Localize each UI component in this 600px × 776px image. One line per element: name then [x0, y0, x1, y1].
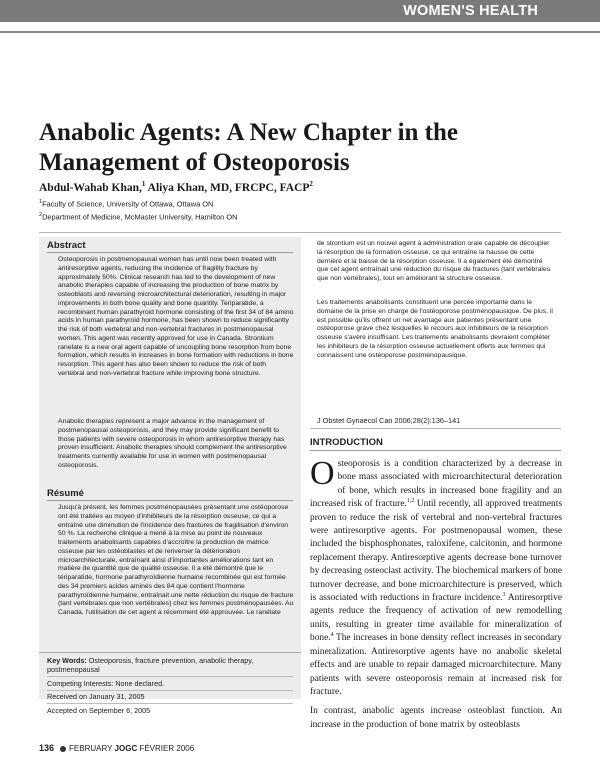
resume-paragraph-2: de strontium est un nouvel agent à administration orale capable de découpler la résorption de la formation osseuse, ce qui entraîne la hausse de cette dernière et la baisse de la résorption osseuse. Il a également été démontré que cet agent entraînait une réduction du risque de fractures (tant vertébrales que non vertébrales), tout en améliorant la structure osseuse.	[317, 240, 551, 282]
introduction-paragraph-1	[310, 455, 562, 699]
title-line-1: Anabolic Agents: A New Chapter in the	[39, 119, 459, 146]
page-number: 136	[39, 743, 55, 753]
abstract-heading: Abstract	[47, 240, 86, 251]
author-1-sup: 1	[141, 180, 146, 188]
keywords-rule	[47, 676, 293, 677]
received-date: Received on January 31, 2005	[47, 692, 145, 701]
intro-text-d: The increases in bone density reflect increases in secondary mineralization. Antiresorptive agents have no anabolic skeletal effects and are unable to repair damaged microarchitecture. Many patients with severe osteoporosis remain at increased risk for fracture.	[310, 633, 562, 697]
affiliation-2-sup: 2	[39, 212, 43, 218]
keywords	[47, 656, 293, 674]
footer-month-fr: FÉVRIER	[139, 744, 175, 753]
drop-cap: O	[310, 455, 335, 492]
resume-rule	[47, 500, 293, 501]
section-banner	[0, 0, 600, 37]
title-line-2: Management of Osteoporosis	[39, 149, 350, 176]
author-2-sup: 2	[309, 180, 313, 188]
competing-rule	[47, 690, 293, 691]
introduction-heading: INTRODUCTION	[310, 437, 383, 448]
affiliation-1	[39, 199, 213, 208]
accepted-date: Accepted on September 6, 2005	[47, 706, 151, 715]
intro-text-c: Antiresorptive agents reduce the frequency of activation of new remodelling units, resulting in greater time available for mineralization of bone.	[310, 593, 562, 644]
divider	[39, 232, 561, 233]
authors	[39, 180, 313, 194]
author-1: Abdul-Wahab Khan,	[39, 181, 142, 194]
affiliation-1-text: Faculty of Science, University of Ottawa, Ottawa ON	[42, 199, 214, 209]
abstract-rule	[47, 252, 293, 253]
resume-heading: Résumé	[47, 488, 84, 499]
footer-year: 2006	[176, 744, 195, 753]
bullet-icon	[60, 746, 66, 752]
resume-paragraph-3: Les traitements anabolisants constituent une percée importante dans le domaine de la prise en charge de l'ostéoporose postménopausique. De plus, il est possible qu'ils offrent un net avantage aux patientes présentant une ostéoporose grave chez lesquelles le recours aux inhibiteurs de la résorption osseuse s'avère insuffisant. Les traitements anabolisants devraient compléter les inhibiteurs de la résorption osseuse actuellement offerts aux femmes qui connaissent une ostéoporose postménopausique.	[317, 299, 553, 359]
citation-ref: 4	[330, 632, 334, 639]
citation-ref: 3	[502, 591, 506, 598]
keywords-text: Osteoporosis, fracture prevention, anabolic therapy, postmenopausal	[47, 656, 254, 674]
affiliation-2	[39, 212, 237, 221]
received-rule	[47, 703, 293, 704]
resume-paragraph-1: Jusqu'à présent, les femmes postménopausées présentant une ostéoporose ont été traitées au moyen d'inhibiteurs de la résorption osseuse, ce qui a entraîné une diminution de l'incidence des fractures de fragilisation d'environ 50 %. La recherche clinique a mené à la mise au point de nouveaux traitements anabolisants capables d'accroître la production de matrice osseuse par les ostéoblastes et de renverser la détérioration microarchitecturale, entraînant ainsi d'importantes améliorations tant en matière de quantité que de qualité osseuse. Il a été démontré que le tériparatide, hormone parathyroïdienne humaine recombinée qui est formée des 34 premiers acides aminés des 84 que contient l'hormone parathyroïdienne humaine, entraînait une nette réduction du risque de fracture (tant vertébrales que non vertébrales) chez les femmes postménopausées. Au Canada, l'utilisation de cet agent a récemment été approuvée. Le ranélate	[58, 504, 294, 616]
footer-journal: JOGC	[114, 744, 138, 753]
article-title	[39, 118, 559, 178]
intro-text-b: Until recently, all approved treatments proven to reduce the risk of vertebral and non-vertebral fractures were antiresorptive agents. For postmenopausal women, these included the bisphosphonates, raloxifene, calcitonin, and hormone replacement therapy. Antiresorptive agents decrease bone turnover by decreasing osteoclast activity. The biochemical markers of bone turnover decrease, and bone microarchitecture is preserved, which is associated with reductions in fracture incidence.	[310, 499, 562, 604]
abstract-paragraph-2: Anabolic therapies represent a major advance in the management of postmenopausal osteoporosis, and they may provide significant benefit to those patients with severe osteoporosis in whom antiresorptive therapy has proven insufficient. Anabolic therapies should complement the antiresorptive treatments currently available for use in women with postmenopausal osteoporosis.	[58, 418, 287, 469]
citation-ref: 1,2	[406, 498, 415, 505]
affiliation-1-sup: 1	[39, 199, 43, 205]
keywords-label: Key Words:	[47, 656, 87, 665]
introduction-body	[310, 455, 562, 732]
section-title: WOMEN'S HEALTH	[403, 3, 538, 19]
page-footer	[39, 743, 194, 753]
abstract-paragraph-1: Osteoporosis in postmenopausal women has until now been treated with antiresorptive agents, reducing the incidence of fragility fracture by approximately 50%. Clinical research has led to the development of new anabolic therapies capable of increasing the production of bone matrix by osteoblasts and reversing microarchitectural deterioration, resulting in major improvements in both bone quality and bone quantity. Teriparatide, a recombinant human parathyroid hormone consisting of the first 34 of 84 amino acids in human parathyroid hormone, has been shown to reduce significantly the risk of both vertebral and non-vertebral fractures in postmenopausal women. This agent was recently approved for use in Canada. Strontium ranelate is a new oral agent capable of uncoupling bone resorption from bone formation, which results in increases in bone formation with reductions in bone resorption. This agent has also been shown to reduce the risk of both vertebral and non-vertebral fracture while improving bone structure.	[58, 256, 294, 377]
introduction-rule	[310, 450, 561, 451]
keywords-divider	[39, 652, 301, 653]
footer-month: FEBRUARY	[69, 744, 113, 753]
author-2: Aliya Khan, MD, FRCPC, FACP	[145, 181, 310, 194]
banner-rule	[0, 31, 600, 33]
citation-rule	[310, 428, 561, 429]
competing-interests: Competing Interests: None declared.	[47, 679, 165, 688]
intro-text-a: steoporosis is a condition characterized by a decrease in bone mass associated with microarchitectural deterioration of bone, which results in increased bone fragility and an increased risk of fracture.	[310, 459, 562, 510]
introduction-paragraph-2: In contrast, anabolic agents increase osteoblast function. An increase in the production of bone matrix by osteoblasts	[310, 706, 562, 730]
affiliation-2-text: Department of Medicine, McMaster University, Hamilton ON	[42, 212, 238, 222]
journal-citation: J Obstet Gynaecol Can 2006;28(2):136–141	[317, 416, 461, 425]
